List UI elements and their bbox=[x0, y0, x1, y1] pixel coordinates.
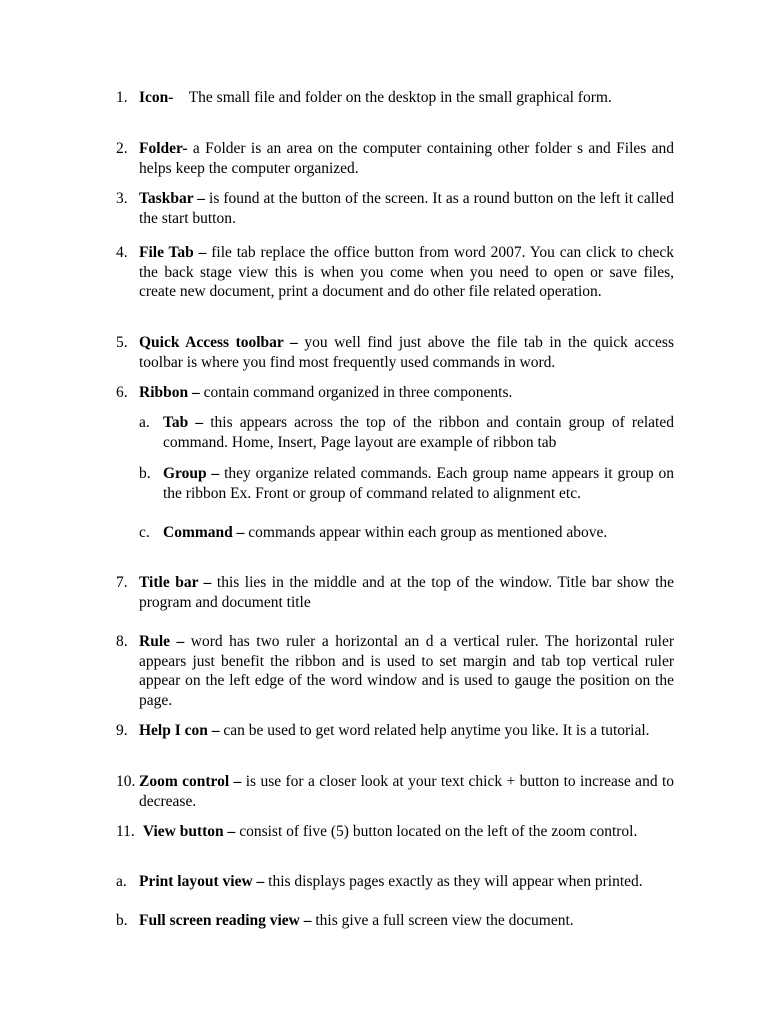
list-marker: 8. bbox=[116, 633, 128, 650]
list-term: Taskbar – bbox=[139, 190, 206, 207]
list-term: Full screen reading view – bbox=[139, 912, 312, 929]
list-term: Title bar – bbox=[139, 574, 212, 591]
list-term: Rule – bbox=[139, 633, 185, 650]
list-marker: 9. bbox=[116, 722, 128, 739]
list-description: commands appear within each group as mentioned above. bbox=[248, 524, 608, 541]
list-term: Group – bbox=[163, 465, 220, 482]
list-marker: 11. bbox=[116, 823, 135, 840]
list-description: contain command organized in three components. bbox=[203, 384, 513, 401]
list-term: File Tab – bbox=[139, 244, 207, 261]
list-description: is found at the button of the screen. It as a round button on the left it called the start button. bbox=[139, 190, 675, 227]
list-marker: 7. bbox=[116, 574, 128, 591]
list-description: you well find just above the file tab in the quick access toolbar is where you find most frequently used commands in word. bbox=[139, 334, 674, 371]
list-description: this appears across the top of the ribbon and contain group of related command. Home, Insert, Page layout are example of ribbon tab bbox=[163, 414, 674, 451]
list-description: this give a full screen view the document. bbox=[315, 912, 574, 929]
list-term: Quick Access toolbar – bbox=[139, 334, 298, 351]
list-term: Command – bbox=[163, 524, 245, 541]
list-term: Tab – bbox=[163, 414, 204, 431]
list-marker: 5. bbox=[116, 334, 128, 351]
list-term: Help I con – bbox=[139, 722, 220, 739]
list-term: Folder- bbox=[139, 140, 188, 157]
list-marker: a. bbox=[139, 414, 150, 431]
list-marker: 1. bbox=[116, 89, 128, 106]
list-marker: b. bbox=[116, 912, 128, 929]
list-marker: b. bbox=[139, 465, 151, 482]
list-marker: a. bbox=[116, 873, 127, 890]
list-description: a Folder is an area on the computer containing other folder s and Files and helps keep the computer organized. bbox=[139, 140, 675, 177]
list-description: can be used to get word related help anytime you like. It is a tutorial. bbox=[223, 722, 650, 739]
list-description: is use for a closer look at your text chick + button to increase and to decrease. bbox=[139, 773, 675, 810]
list-description: they organize related commands. Each group name appears it group on the ribbon Ex. Front or group of command related to alignment etc. bbox=[163, 465, 674, 502]
list-description: consist of five (5) button located on the left of the zoom control. bbox=[239, 823, 638, 840]
list-term: Ribbon – bbox=[139, 384, 200, 401]
list-marker: 2. bbox=[116, 140, 128, 157]
list-marker: 10. bbox=[116, 773, 136, 790]
list-marker: 4. bbox=[116, 244, 128, 261]
list-description: this lies in the middle and at the top of the window. Title bar show the program and document title bbox=[139, 574, 675, 611]
list-term: Print layout view – bbox=[139, 873, 265, 890]
list-marker: c. bbox=[139, 524, 150, 541]
list-description: The small file and folder on the desktop in the small graphical form. bbox=[188, 89, 612, 106]
list-term: Icon- bbox=[139, 89, 174, 106]
list-description: this displays pages exactly as they will appear when printed. bbox=[268, 873, 643, 890]
list-marker: 3. bbox=[116, 190, 128, 207]
list-term: Zoom control – bbox=[139, 773, 242, 790]
list-marker: 6. bbox=[116, 384, 128, 401]
list-description: word has two ruler a horizontal an d a vertical ruler. The horizontal ruler appears just benefit the ribbon and is used to set margin and tab top vertical ruler appear on the left edge of the word window and is used to gauge the position on the page. bbox=[139, 633, 675, 709]
list-term: View button – bbox=[142, 823, 236, 840]
list-description: file tab replace the office button from word 2007. You can click to check the back stage view this is when you come when you need to open or save files, create new document, print a document and do other file related operation. bbox=[139, 244, 675, 300]
